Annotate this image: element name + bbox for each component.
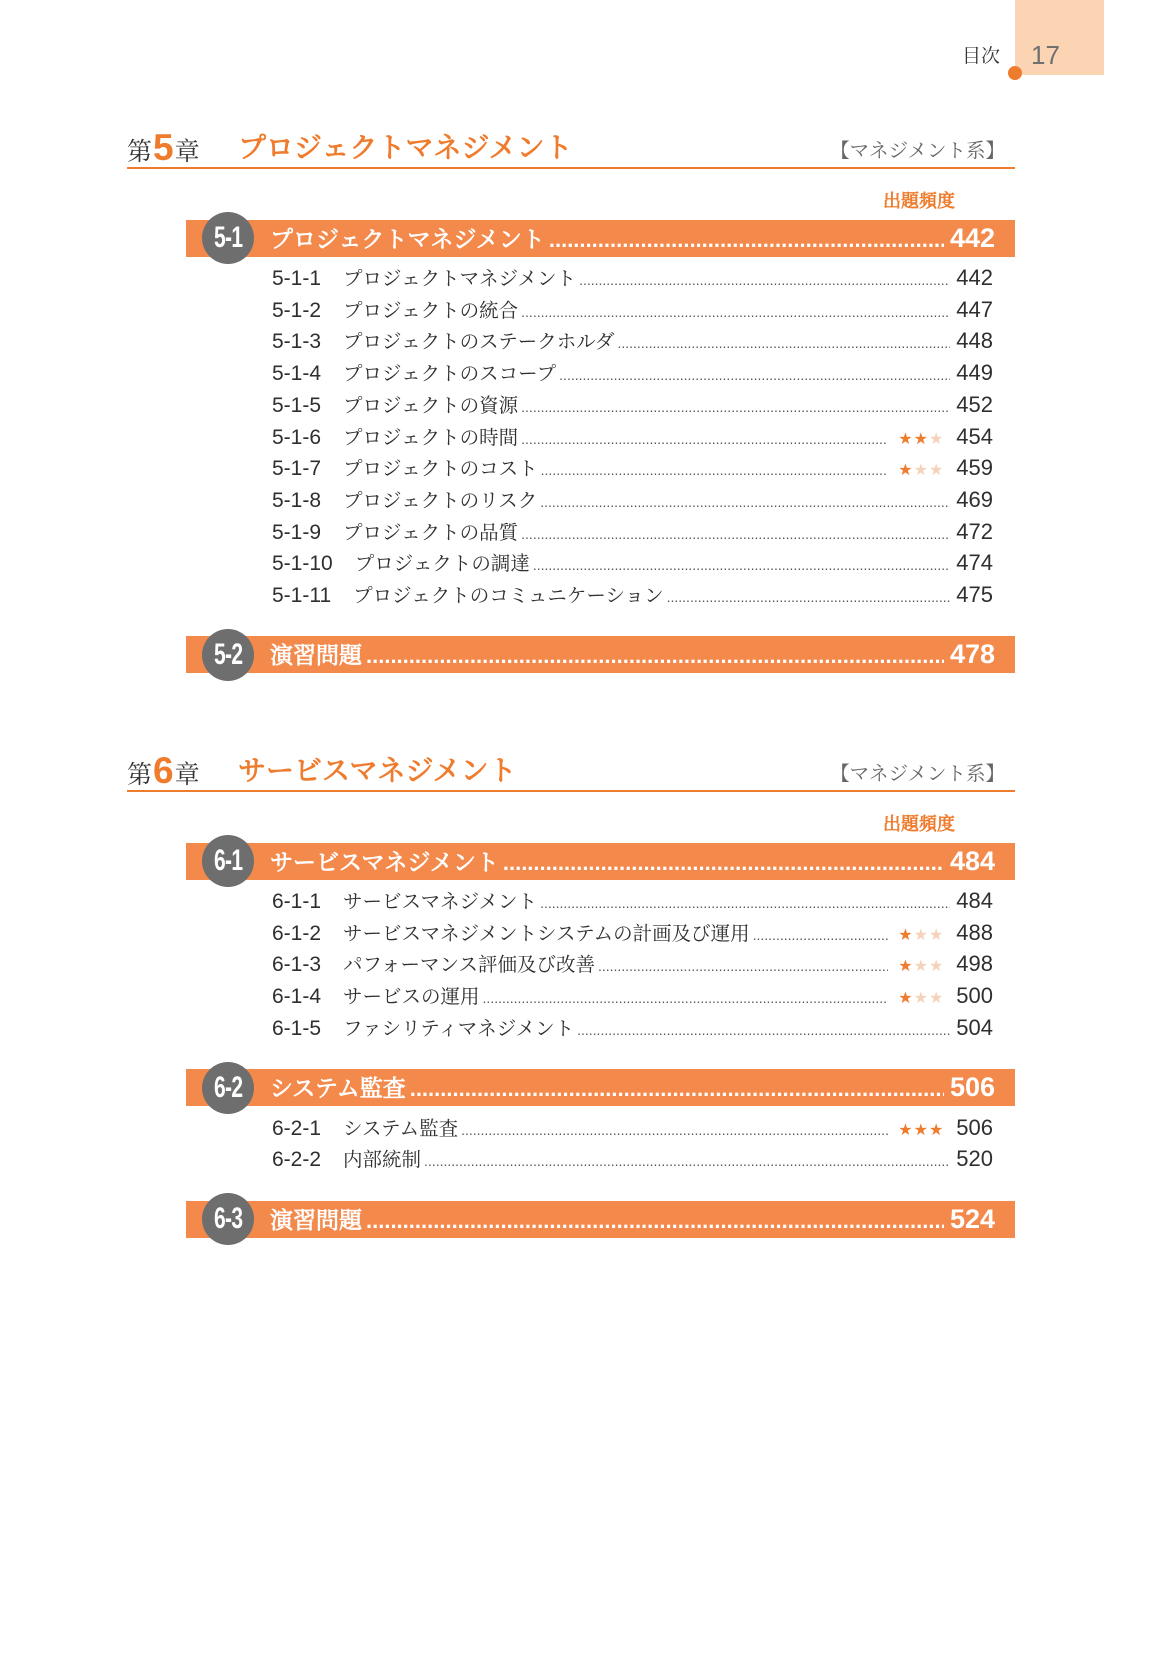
chapter-title: プロジェクトマネジメント <box>238 132 573 163</box>
chapter-suffix: 章 <box>174 761 200 789</box>
entry-leader <box>521 392 950 424</box>
entry-leader <box>533 550 950 582</box>
entry-leader <box>541 455 889 487</box>
star-empty-icon: ★ <box>928 428 945 448</box>
star-filled-icon: ★ <box>898 1119 914 1139</box>
frequency-stars <box>898 982 944 1014</box>
section-page: 506 <box>949 1072 995 1103</box>
section-bar <box>186 636 1015 673</box>
section-leader <box>503 844 944 881</box>
entry-title: プロジェクトのリスク <box>343 489 538 512</box>
toc-entry <box>127 452 1015 484</box>
chapter-6 <box>127 751 1015 1238</box>
entry-number: 6-2-1 <box>272 1116 322 1140</box>
entry-number: 5-1-8 <box>272 488 322 512</box>
entry-list <box>127 1112 1015 1175</box>
entry-page: 500 <box>956 983 993 1009</box>
entry-leader <box>424 1146 950 1178</box>
section-title: サービスマネジメント <box>270 848 499 875</box>
chapter-category: 【マネジメント系】 <box>830 140 1005 162</box>
section-row <box>270 1201 995 1238</box>
toc-entry <box>127 516 1015 548</box>
entry-page: 448 <box>956 328 993 354</box>
frequency-stars <box>898 919 944 951</box>
section-number: 6-2 <box>213 1070 243 1104</box>
toc-entry <box>127 579 1015 611</box>
section-leader <box>410 1070 944 1107</box>
entry-number: 6-1-1 <box>272 890 322 914</box>
star-empty-icon: ★ <box>913 460 929 480</box>
entry-page: 520 <box>956 1146 993 1172</box>
chapter-5 <box>127 128 1015 673</box>
section-title: システム監査 <box>270 1075 406 1102</box>
chapter-label <box>127 128 200 167</box>
section-6-1 <box>127 843 1015 1044</box>
chapter-prefix: 第 <box>127 138 153 166</box>
entry-number: 5-1-7 <box>272 457 322 481</box>
section-number: 6-3 <box>213 1202 243 1236</box>
star-empty-icon: ★ <box>913 956 929 976</box>
chapter-number: 5 <box>153 127 174 168</box>
star-empty-icon: ★ <box>913 988 929 1008</box>
star-empty-icon: ★ <box>928 460 945 480</box>
star-empty-icon: ★ <box>913 924 929 944</box>
frequency-stars <box>898 950 944 982</box>
toc-entry <box>127 484 1015 516</box>
entry-page: 447 <box>956 296 993 322</box>
toc-entry <box>127 980 1015 1012</box>
section-bar <box>186 843 1015 880</box>
star-filled-icon: ★ <box>898 924 914 944</box>
star-filled-icon: ★ <box>898 460 914 480</box>
entry-number: 5-1-9 <box>272 520 322 544</box>
entry-title: パフォーマンス評価及び改善 <box>343 954 595 977</box>
toc-entry <box>127 885 1015 917</box>
entry-title: システム監査 <box>343 1117 459 1140</box>
entry-leader <box>521 297 950 329</box>
entry-number: 6-2-2 <box>272 1148 322 1172</box>
entry-page: 475 <box>956 581 993 607</box>
entry-leader <box>617 328 950 360</box>
entry-number: 5-1-5 <box>272 393 322 417</box>
frequency-stars <box>898 423 944 455</box>
star-empty-icon: ★ <box>928 924 945 944</box>
chapter-suffix: 章 <box>174 138 200 166</box>
entry-leader <box>521 424 888 456</box>
frequency-stars <box>898 1114 944 1146</box>
section-6-3 <box>127 1201 1015 1238</box>
section-leader <box>366 1202 944 1239</box>
section-page: 484 <box>949 845 995 876</box>
section-bar <box>186 1069 1015 1106</box>
entry-number: 6-1-3 <box>272 953 322 977</box>
page-number: 17 <box>1031 40 1060 70</box>
chapter-heading <box>127 128 1015 167</box>
entry-leader <box>577 1015 950 1047</box>
entry-page: 506 <box>956 1114 993 1140</box>
toc-entry <box>127 325 1015 357</box>
frequency-label: 出題頻度 <box>883 191 955 211</box>
chapter-heading <box>127 751 1015 790</box>
chapter-category: 【マネジメント系】 <box>830 763 1005 785</box>
star-empty-icon: ★ <box>928 956 945 976</box>
entry-leader <box>579 265 950 297</box>
section-label: 目次 <box>961 46 1000 67</box>
entry-leader <box>521 519 950 551</box>
entry-title: サービスマネジメント <box>343 891 538 914</box>
entry-leader <box>540 487 950 519</box>
entry-leader <box>461 1115 888 1147</box>
section-leader <box>366 637 944 674</box>
entry-title: プロジェクトの調達 <box>354 553 530 576</box>
chapter-number: 6 <box>153 750 174 791</box>
section-row <box>270 636 995 673</box>
toc-entry <box>127 294 1015 326</box>
entry-number: 5-1-3 <box>272 330 322 354</box>
section-number: 6-1 <box>213 844 243 877</box>
entry-title: プロジェクトの資源 <box>343 394 519 417</box>
chapter-label <box>127 751 200 790</box>
toc-entry <box>127 262 1015 294</box>
toc-entry <box>127 421 1015 453</box>
frequency-stars <box>898 454 944 486</box>
section-page: 478 <box>949 639 995 670</box>
entry-title: サービスの運用 <box>343 986 480 1009</box>
section-number: 5-2 <box>213 637 243 671</box>
entry-page: 484 <box>956 888 993 914</box>
entry-title: プロジェクトのスコープ <box>343 363 557 386</box>
entry-leader <box>540 888 950 920</box>
entry-page: 452 <box>956 391 993 417</box>
section-list <box>127 220 1015 674</box>
star-filled-icon: ★ <box>913 1119 929 1139</box>
star-filled-icon: ★ <box>898 428 914 448</box>
entry-title: プロジェクトの品質 <box>343 521 519 544</box>
entry-number: 5-1-10 <box>272 552 333 576</box>
section-number-badge <box>202 835 254 887</box>
entry-leader <box>483 983 889 1015</box>
toc-entry <box>127 948 1015 980</box>
entry-number: 5-1-1 <box>272 267 322 291</box>
section-number: 5-1 <box>213 221 243 254</box>
section-page: 524 <box>949 1203 995 1234</box>
section-6-2 <box>127 1069 1015 1175</box>
section-title: プロジェクトマネジメント <box>270 225 545 252</box>
entry-number: 5-1-11 <box>272 583 332 607</box>
entry-leader <box>598 951 888 983</box>
section-number-badge <box>202 1193 254 1245</box>
entry-page: 454 <box>956 423 993 449</box>
section-5-2 <box>127 636 1015 673</box>
entry-number: 6-1-2 <box>272 921 322 945</box>
entry-title: 内部統制 <box>343 1149 422 1172</box>
section-number-badge <box>202 629 254 681</box>
entry-title: プロジェクトのコミュニケーション <box>353 584 664 607</box>
entry-number: 5-1-2 <box>272 298 322 322</box>
section-row <box>270 843 995 880</box>
entry-list <box>127 262 1015 611</box>
entry-title: プロジェクトのステークホルダ <box>343 331 615 354</box>
toc-entry <box>127 357 1015 389</box>
section-number-badge <box>202 212 254 264</box>
star-filled-icon: ★ <box>898 988 914 1008</box>
star-filled-icon: ★ <box>898 956 914 976</box>
entry-page: 442 <box>956 265 993 291</box>
star-empty-icon: ★ <box>928 988 945 1008</box>
toc-entry <box>127 389 1015 421</box>
section-number-badge <box>202 1062 254 1114</box>
entry-page: 449 <box>956 360 993 386</box>
entry-leader <box>667 582 951 614</box>
toc-entry <box>127 1143 1015 1175</box>
entry-page: 469 <box>956 486 993 512</box>
entry-number: 6-1-5 <box>272 1016 322 1040</box>
section-title: 演習問題 <box>270 642 362 669</box>
entry-page: 504 <box>956 1014 993 1040</box>
toc-entry <box>127 917 1015 949</box>
entry-page: 488 <box>956 919 993 945</box>
entry-number: 5-1-6 <box>272 425 322 449</box>
entry-title: サービスマネジメントシステムの計画及び運用 <box>343 922 750 945</box>
toc-entry <box>127 1012 1015 1044</box>
section-bar <box>186 220 1015 257</box>
star-filled-icon: ★ <box>928 1119 945 1139</box>
entry-title: プロジェクトのコスト <box>343 458 538 481</box>
entry-title: プロジェクトマネジメント <box>343 268 577 291</box>
entry-leader <box>559 360 950 392</box>
section-list <box>127 843 1015 1238</box>
toc-entry <box>127 1112 1015 1144</box>
section-page: 442 <box>949 222 995 253</box>
entry-leader <box>753 920 889 952</box>
chapter-title: サービスマネジメント <box>238 755 517 786</box>
chapter-prefix: 第 <box>127 761 153 789</box>
frequency-label: 出題頻度 <box>883 814 955 834</box>
entry-page: 498 <box>956 951 993 977</box>
entry-list <box>127 885 1015 1043</box>
section-5-1 <box>127 220 1015 611</box>
entry-number: 6-1-4 <box>272 985 322 1009</box>
entry-title: プロジェクトの時間 <box>343 426 519 449</box>
section-row <box>270 220 995 257</box>
section-leader <box>549 221 944 258</box>
tab-dot-icon <box>1008 66 1022 80</box>
entry-number: 5-1-4 <box>272 362 322 386</box>
star-filled-icon: ★ <box>913 428 929 448</box>
entry-page: 459 <box>956 455 993 481</box>
toc-entry <box>127 547 1015 579</box>
entry-title: ファシリティマネジメント <box>343 1017 575 1040</box>
section-row <box>270 1069 995 1106</box>
entry-page: 472 <box>956 518 993 544</box>
section-bar <box>186 1201 1015 1238</box>
section-title: 演習問題 <box>270 1206 362 1233</box>
entry-title: プロジェクトの統合 <box>343 299 519 322</box>
entry-page: 474 <box>956 550 993 576</box>
